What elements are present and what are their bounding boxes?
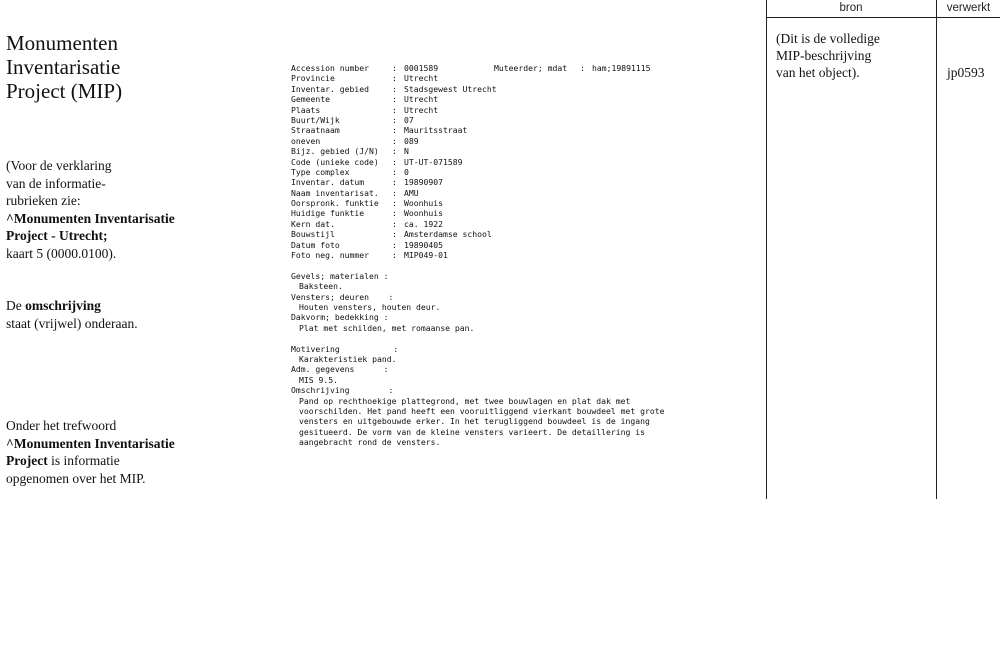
field-label: Gemeente: [291, 94, 330, 105]
field-label: Bouwstijl: [291, 229, 335, 240]
record-fields: [291, 73, 751, 260]
field-value: MIP049-01: [404, 250, 448, 261]
field-value: 19890907: [404, 177, 443, 188]
bron-line: MIP-beschrijving: [776, 48, 872, 63]
section-title: Vensters; deuren :: [291, 291, 394, 302]
column-divider: [936, 0, 937, 499]
field-value: 07: [404, 114, 414, 125]
section-body: MIS 9.5.: [299, 374, 338, 385]
field-value: Stadsgewest Utrecht: [404, 83, 497, 94]
section-body: Plat met schilden, met romaanse pan.: [299, 322, 475, 333]
paragraph-line: voorschilden. Het pand heeft een vooruitliggend vierkant bouwdeel met grote: [299, 405, 665, 416]
field-label: Bijz. gebied (J/N): [291, 146, 379, 157]
mip-record: [291, 63, 751, 447]
section-title: Dakvorm; bedekking :: [291, 312, 389, 323]
field-label: Inventar. gebied: [291, 83, 369, 94]
info-note: [6, 157, 175, 262]
section-body: Karakteristiek pand.: [299, 353, 397, 364]
note-line: staat (vrijwel) onderaan.: [6, 315, 138, 331]
section-body: Baksteen.: [299, 281, 343, 292]
field-label: Naam inventarisat.: [291, 187, 379, 198]
section-body: Houten vensters, houten deur.: [299, 301, 441, 312]
record-row: Bouwstijl : Amsterdamse school: [291, 229, 492, 240]
section-title: Motivering :: [291, 343, 399, 354]
field-label: Buurt/Wijk: [291, 114, 340, 125]
field-value: Utrecht: [404, 94, 439, 105]
field-value: 089: [404, 135, 419, 146]
paragraph-line: Pand op rechthoekige plattegrond, met twee bouwlagen en plat dak met: [299, 395, 631, 406]
note-line: rubrieken zie:: [6, 193, 81, 208]
bron-line: (Dit is de volledige: [776, 31, 880, 46]
record-row: oneven : 089: [291, 135, 419, 146]
field-label: Oorspronk. funktie: [291, 198, 379, 209]
title-line-2: Inventarisatie: [6, 55, 121, 79]
field-value: 0: [404, 166, 409, 177]
record-row: Code (unieke code) : UT-UT-071589: [291, 156, 463, 167]
field-value: UT-UT-071589: [404, 156, 463, 167]
note-line: opgenomen over het MIP.: [6, 470, 146, 486]
field-label: Huidige funktie: [291, 208, 365, 219]
record-row: Kern dat. : ca. 1922: [291, 218, 443, 229]
record-row: Datum foto : 19890405: [291, 239, 443, 250]
description-note: [6, 297, 138, 332]
record-row: Inventar. datum : 19890907: [291, 177, 443, 188]
document-title: [6, 31, 122, 103]
bron-line: van het object).: [776, 65, 860, 80]
section-title: Omschrijving :: [291, 385, 394, 396]
record-row: Provincie : Utrecht: [291, 73, 439, 84]
column-divider: [766, 0, 767, 499]
title-line-1: Monumenten: [6, 31, 118, 55]
record-row: Type complex : 0: [291, 166, 409, 177]
section-title: Adm. gegevens :: [291, 364, 389, 375]
field-value: ham;19891115: [592, 63, 651, 73]
record-row: Foto neg. nummer : MIP049-01: [291, 250, 448, 261]
field-label: Plaats: [291, 104, 321, 115]
field-value: 0001589: [404, 63, 439, 73]
note-text: is informatie: [47, 453, 120, 468]
keyword-note: [6, 417, 175, 487]
record-row: Plaats : Utrecht: [291, 104, 439, 115]
omschrijving-keyword: omschrijving: [25, 298, 101, 313]
keyword-link-cont[interactable]: Project: [6, 453, 48, 468]
note-line: kaart 5 (0000.0100).: [6, 245, 117, 261]
record-row: Gemeente : Utrecht: [291, 94, 439, 105]
field-value: AMU: [404, 187, 419, 198]
title-line-3: Project (MIP): [6, 79, 123, 103]
record-row: Inventar. gebied : Stadsgewest Utrecht: [291, 83, 497, 94]
omschrijving-text: [291, 396, 751, 448]
bron-note: [776, 30, 880, 81]
record-row: Straatnaam : Mauritsstraat: [291, 125, 468, 136]
field-label: Straatnaam: [291, 125, 340, 136]
field-label: Code (unieke code): [291, 156, 379, 167]
field-value: Woonhuis: [404, 198, 443, 209]
field-label: Foto neg. nummer: [291, 250, 369, 261]
field-label: Accession number: [291, 63, 369, 73]
section-title: Gevels; materialen :: [291, 270, 389, 281]
paragraph-line: vensters en uitgebouwde erker. In het terugliggend bouwdeel is de ingang: [299, 416, 650, 427]
field-label: Inventar. datum: [291, 177, 365, 188]
field-value: Amsterdamse school: [404, 229, 492, 240]
field-label: Kern dat.: [291, 218, 335, 229]
field-label: Provincie: [291, 73, 335, 84]
field-label: Muteerder; mdat: [494, 63, 568, 73]
record-row: Oorspronk. funktie : Woonhuis: [291, 198, 443, 209]
field-value: N: [404, 146, 409, 157]
field-value: Utrecht: [404, 104, 439, 115]
record-row: Buurt/Wijk : 07: [291, 114, 414, 125]
field-value: Mauritsstraat: [404, 125, 468, 136]
note-text: De: [6, 298, 26, 313]
field-value: 19890405: [404, 239, 443, 250]
note-line: Onder het trefwoord: [6, 418, 117, 433]
field-value: Woonhuis: [404, 208, 443, 219]
field-label: oneven: [291, 135, 321, 146]
verwerkt-code: jp0593: [947, 65, 985, 80]
field-value: Utrecht: [404, 73, 439, 84]
record-row-accession: Accession number : 0001589 Muteerder; mdat : ham;19891115: [291, 63, 651, 73]
record-row: Naam inventarisat. : AMU: [291, 187, 419, 198]
field-value: ca. 1922: [404, 218, 443, 229]
header-verwerkt: verwerkt: [937, 0, 1000, 18]
keyword-link[interactable]: ^Monumenten Inventarisatie: [6, 435, 175, 451]
record-row: Bijz. gebied (J/N) : N: [291, 146, 409, 157]
record-row: Huidige funktie : Woonhuis: [291, 208, 443, 219]
note-line: (Voor de verklaring: [6, 158, 112, 173]
paragraph-line: gesitueerd. De vorm van de kleine vensters varieert. De detaillering is: [299, 426, 645, 437]
paragraph-line: aangebracht rond de vensters.: [299, 437, 441, 448]
cross-reference-link[interactable]: ^Monumenten Inventarisatie: [6, 210, 175, 226]
header-bron: bron: [766, 0, 936, 18]
source-sidebar: [766, 0, 1000, 499]
field-label: Datum foto: [291, 239, 340, 250]
field-label: Type complex: [291, 166, 350, 177]
note-line: van de informatie-: [6, 175, 106, 191]
cross-reference-link-cont[interactable]: Project - Utrecht;: [6, 228, 108, 243]
